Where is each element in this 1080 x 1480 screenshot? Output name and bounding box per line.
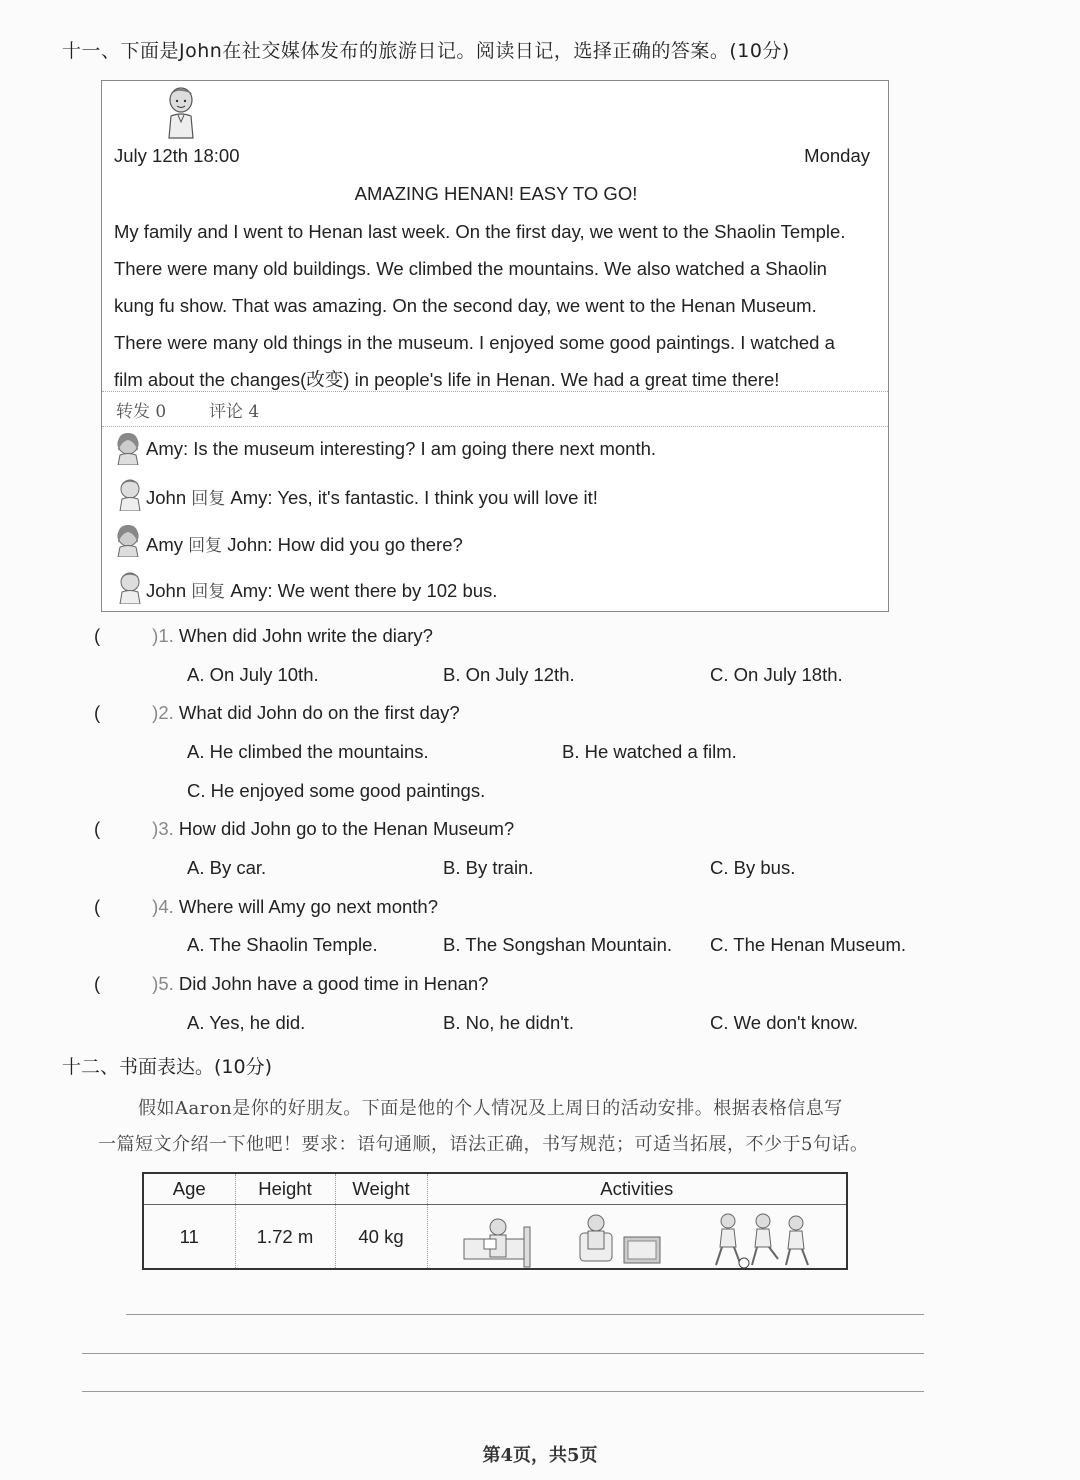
- comment-john-2: John 回复 Amy: We went there by 102 bus.: [146, 580, 498, 602]
- diary-line: There were many old buildings. We climbed the mountains. We also watched a Shaolin: [114, 258, 827, 279]
- comment-john-1: John 回复 Amy: Yes, it's fantastic. I think you will love it!: [146, 487, 598, 509]
- comment-amy-2: Amy 回复 John: How did you go there?: [146, 534, 463, 556]
- john-avatar-icon: [116, 477, 144, 511]
- question-1: ( )1. When did John write the diary?: [94, 625, 433, 646]
- watching-tv-icon: [576, 1209, 666, 1273]
- option-3a[interactable]: A. By car.: [187, 857, 267, 878]
- comment-amy-1: Amy: Is the museum interesting? I am going there next month.: [146, 438, 657, 459]
- diary-weekday: Monday: [804, 145, 870, 166]
- info-table: [142, 1172, 848, 1270]
- instructions-line-2: 一篇短文介绍一下他吧！要求：语句通顺，语法正确，书写规范；可适当拓展，不少于5句话。: [98, 1134, 869, 1155]
- john-avatar-icon: [116, 570, 144, 604]
- header-weight: Weight: [335, 1173, 427, 1205]
- option-2a[interactable]: A. He climbed the mountains.: [187, 741, 429, 762]
- value-height: 1.72 m: [235, 1205, 335, 1270]
- value-weight: 40 kg: [335, 1205, 427, 1270]
- john-avatar-icon: [162, 86, 200, 142]
- question-2: ( )2. What did John do on the first day?: [94, 702, 460, 723]
- reading-in-bed-icon: [460, 1209, 540, 1273]
- option-3b[interactable]: B. By train.: [443, 857, 534, 878]
- diary-line: film about the changes(改变) in people's life in Henan. We had a great time there!: [114, 369, 780, 390]
- diary-body: [114, 213, 884, 398]
- question-3: ( )3. How did John go to the Henan Museum?: [94, 818, 515, 839]
- divider: [102, 426, 888, 427]
- option-2b[interactable]: B. He watched a film.: [562, 741, 737, 762]
- writing-line[interactable]: [126, 1314, 924, 1315]
- playing-football-icon: [708, 1209, 818, 1273]
- question-4: ( )4. Where will Amy go next month?: [94, 896, 439, 917]
- activities-images: [427, 1205, 847, 1270]
- option-1c[interactable]: C. On July 18th.: [710, 664, 843, 685]
- writing-line[interactable]: [82, 1391, 924, 1392]
- option-5b[interactable]: B. No, he didn't.: [443, 1012, 575, 1033]
- instructions-line-1: 假如Aaron是你的好朋友。下面是他的个人情况及上周日的活动安排。根据表格信息写: [138, 1098, 843, 1119]
- answer-paren[interactable]: (: [94, 973, 101, 994]
- option-2c[interactable]: C. He enjoyed some good paintings.: [187, 780, 486, 801]
- diary-line: My family and I went to Henan last week. On the first day, we went to the Shaolin Temple.: [114, 221, 846, 242]
- diary-post: [101, 80, 889, 612]
- section-11-title: 十一、下面是John在社交媒体发布的旅游日记。阅读日记，选择正确的答案。(10分): [62, 40, 790, 62]
- amy-avatar-icon: [114, 431, 142, 465]
- page-footer: 第4页，共5页: [482, 1445, 598, 1466]
- option-5a[interactable]: A. Yes, he did.: [187, 1012, 306, 1033]
- amy-avatar-icon: [114, 523, 142, 557]
- answer-paren[interactable]: (: [94, 896, 101, 917]
- divider: [102, 391, 888, 392]
- writing-line[interactable]: [82, 1353, 924, 1354]
- diary-line: kung fu show. That was amazing. On the second day, we went to the Henan Museum.: [114, 295, 817, 316]
- header-height: Height: [235, 1173, 335, 1205]
- diary-line: There were many old things in the museum. I enjoyed some good paintings. I watched a: [114, 332, 835, 353]
- section-12-title: 十二、书面表达。(10分): [62, 1056, 273, 1078]
- value-age: 11: [143, 1205, 235, 1270]
- diary-headline: AMAZING HENAN! EASY TO GO!: [354, 183, 638, 204]
- header-age: Age: [143, 1173, 235, 1205]
- header-activities: Activities: [427, 1173, 847, 1205]
- option-4a[interactable]: A. The Shaolin Temple.: [187, 934, 378, 955]
- diary-date: July 12th 18:00: [114, 145, 240, 166]
- question-5: ( )5. Did John have a good time in Henan?: [94, 973, 489, 994]
- share-count: 转发 0: [116, 402, 167, 422]
- option-4b[interactable]: B. The Songshan Mountain.: [443, 934, 673, 955]
- option-5c[interactable]: C. We don't know.: [710, 1012, 859, 1033]
- answer-paren[interactable]: (: [94, 625, 101, 646]
- answer-paren[interactable]: (: [94, 702, 101, 723]
- answer-paren[interactable]: (: [94, 818, 101, 839]
- option-1b[interactable]: B. On July 12th.: [443, 664, 575, 685]
- option-3c[interactable]: C. By bus.: [710, 857, 796, 878]
- comment-count: 评论 4: [209, 402, 260, 422]
- option-1a[interactable]: A. On July 10th.: [187, 664, 319, 685]
- option-4c[interactable]: C. The Henan Museum.: [710, 934, 907, 955]
